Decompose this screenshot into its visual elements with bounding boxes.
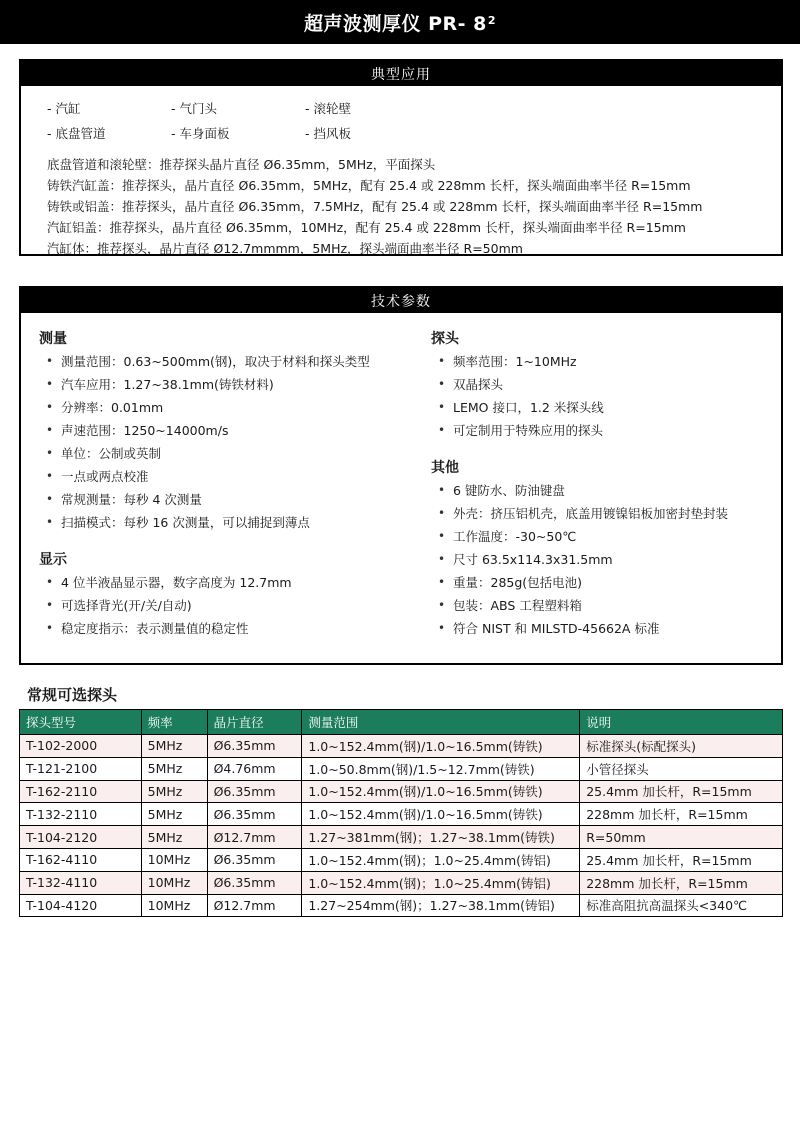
application-item: - 底盘管道 [47, 126, 106, 141]
table-cell: 5MHz [141, 735, 207, 758]
other-heading: 其他 [431, 460, 459, 476]
spec-item: • 频率范围：1~10MHz [431, 350, 781, 373]
table-cell: 10MHz [141, 871, 207, 894]
table-cell: T-162-2110 [20, 780, 142, 803]
table-cell: 10MHz [141, 894, 207, 917]
table-cell: 228mm 加长杆，R=15mm [580, 871, 783, 894]
spec-item: • 尺寸 63.5x114.3x31.5mm [431, 548, 781, 571]
spec-item: • 常规测量：每秒 4 次测量 [39, 488, 419, 511]
applications-list [47, 99, 425, 142]
table-cell: 5MHz [141, 826, 207, 849]
table-cell: Ø6.35mm [207, 848, 302, 871]
spec-item: • 分辨率：0.01mm [39, 396, 419, 419]
table-row [20, 871, 783, 894]
application-note: 底盘管道和滚轮壁：推荐探头晶片直径 Ø6.35mm，5MHz，平面探头 [47, 157, 436, 172]
table-cell: 25.4mm 加长杆，R=15mm [580, 780, 783, 803]
measurement-list [39, 350, 419, 534]
table-cell: 1.27~381mm(钢)；1.27~38.1mm(铸铁) [302, 826, 580, 849]
specs-heading: 技术参数 [21, 288, 781, 313]
application-item: - 气门头 [171, 101, 217, 116]
spec-item: • 6 键防水、防油键盘 [431, 479, 781, 502]
table-row [20, 780, 783, 803]
spec-item: • 工作温度：-30~50℃ [431, 525, 781, 548]
spec-item: • 4 位半液晶显示器，数字高度为 12.7mm [39, 571, 419, 594]
display-list [39, 571, 419, 640]
page-title [0, 0, 800, 44]
table-row [20, 735, 783, 758]
applications-panel [19, 59, 783, 256]
table-cell: 10MHz [141, 848, 207, 871]
spec-item: • 符合 NIST 和 MILSTD-45662A 标准 [431, 617, 781, 640]
application-item: - 车身面板 [171, 126, 230, 141]
column-header: 晶片直径 [207, 710, 302, 735]
table-cell: 5MHz [141, 803, 207, 826]
spec-item: • 双晶探头 [431, 373, 781, 396]
table-cell: 1.0~50.8mm(钢)/1.5~12.7mm(铸铁) [302, 757, 580, 780]
table-cell: Ø12.7mm [207, 826, 302, 849]
other-list [431, 479, 781, 640]
application-note: 铸铁汽缸盖：推荐探头，晶片直径 Ø6.35mm，5MHz，配有 25.4 或 228mm 长杆，探头端面曲率半径 R=15mm [47, 178, 691, 193]
probes-table [19, 709, 783, 917]
spec-item: • LEMO 接口，1.2 米探头线 [431, 396, 781, 419]
spec-item: • 稳定度指示：表示测量值的稳定性 [39, 617, 419, 640]
probes-heading: 常规可选探头 [27, 686, 118, 704]
table-cell: 小管径探头 [580, 757, 783, 780]
table-cell: 5MHz [141, 757, 207, 780]
column-header: 频率 [141, 710, 207, 735]
applications-heading: 典型应用 [21, 61, 781, 86]
application-item: - 挡风板 [305, 126, 351, 141]
application-notes [47, 154, 702, 259]
column-header: 探头型号 [20, 710, 142, 735]
table-cell: T-121-2100 [20, 757, 142, 780]
probes-table-body [20, 735, 783, 917]
spec-item: • 重量：285g(包括电池) [431, 571, 781, 594]
page-title-superscript: 2 [487, 13, 497, 27]
table-cell: 1.0~152.4mm(钢)/1.0~16.5mm(铸铁) [302, 735, 580, 758]
table-cell: 5MHz [141, 780, 207, 803]
table-cell: Ø6.35mm [207, 871, 302, 894]
spec-item: • 测量范围：0.63~500mm(钢)，取决于材料和探头类型 [39, 350, 419, 373]
table-cell: T-132-4110 [20, 871, 142, 894]
spec-item: • 包装：ABS 工程塑料箱 [431, 594, 781, 617]
column-header: 测量范围 [302, 710, 580, 735]
table-cell: Ø6.35mm [207, 735, 302, 758]
table-cell: R=50mm [580, 826, 783, 849]
application-note: 汽缸铝盖：推荐探头，晶片直径 Ø6.35mm，10MHz，配有 25.4 或 228mm 长杆，探头端面曲率半径 R=15mm [47, 220, 686, 235]
table-cell: 1.27~254mm(钢)；1.27~38.1mm(铸铝) [302, 894, 580, 917]
table-cell: Ø4.76mm [207, 757, 302, 780]
table-cell: 228mm 加长杆，R=15mm [580, 803, 783, 826]
spec-item: • 可选择背光(开/关/自动) [39, 594, 419, 617]
application-note: 汽缸体：推荐探头，晶片直径 Ø12.7mmmm，5MHz，探头端面曲率半径 R=50mm [47, 241, 523, 256]
page-title-text: 超声波测厚仪 PR- 8 [303, 12, 487, 35]
table-row [20, 803, 783, 826]
table-cell: 25.4mm 加长杆，R=15mm [580, 848, 783, 871]
table-row [20, 894, 783, 917]
table-cell: Ø6.35mm [207, 803, 302, 826]
table-header-row [20, 710, 783, 735]
table-cell: 标准高阻抗高温探头<340℃ [580, 894, 783, 917]
spec-item: • 单位：公制或英制 [39, 442, 419, 465]
spec-item: • 声速范围：1250~14000m/s [39, 419, 419, 442]
table-cell: 1.0~152.4mm(钢)；1.0~25.4mm(铸铝) [302, 871, 580, 894]
table-cell: T-102-2000 [20, 735, 142, 758]
application-note: 铸铁或铝盖：推荐探头，晶片直径 Ø6.35mm，7.5MHz，配有 25.4 或 228mm 长杆，探头端面曲率半径 R=15mm [47, 199, 703, 214]
spec-item: • 外壳：挤压铝机壳，底盖用镀镍铝板加密封垫封装 [431, 502, 781, 525]
application-item: - 滚轮壁 [305, 101, 351, 116]
spec-item: • 一点或两点校准 [39, 465, 419, 488]
table-row [20, 757, 783, 780]
table-row [20, 826, 783, 849]
specs-left-column [39, 328, 419, 640]
table-cell: 1.0~152.4mm(钢)/1.0~16.5mm(铸铁) [302, 780, 580, 803]
spec-item: • 可定制用于特殊应用的探头 [431, 419, 781, 442]
table-cell: Ø6.35mm [207, 780, 302, 803]
measurement-heading: 测量 [39, 331, 67, 347]
table-cell: T-162-4110 [20, 848, 142, 871]
spec-item: • 汽车应用：1.27~38.1mm(铸铁材料) [39, 373, 419, 396]
column-header: 说明 [580, 710, 783, 735]
table-cell: 1.0~152.4mm(钢)；1.0~25.4mm(铸铝) [302, 848, 580, 871]
table-cell: 标准探头(标配探头) [580, 735, 783, 758]
table-cell: 1.0~152.4mm(钢)/1.0~16.5mm(铸铁) [302, 803, 580, 826]
table-cell: Ø12.7mm [207, 894, 302, 917]
table-cell: T-132-2110 [20, 803, 142, 826]
table-cell: T-104-4120 [20, 894, 142, 917]
table-cell: T-104-2120 [20, 826, 142, 849]
probe-list [431, 350, 781, 442]
spec-item: • 扫描模式：每秒 16 次测量，可以捕捉到薄点 [39, 511, 419, 534]
table-row [20, 848, 783, 871]
specs-right-column [431, 328, 781, 640]
probe-heading: 探头 [431, 331, 459, 347]
application-item: - 汽缸 [47, 101, 81, 116]
display-heading: 显示 [39, 552, 67, 568]
specs-panel [19, 286, 783, 665]
